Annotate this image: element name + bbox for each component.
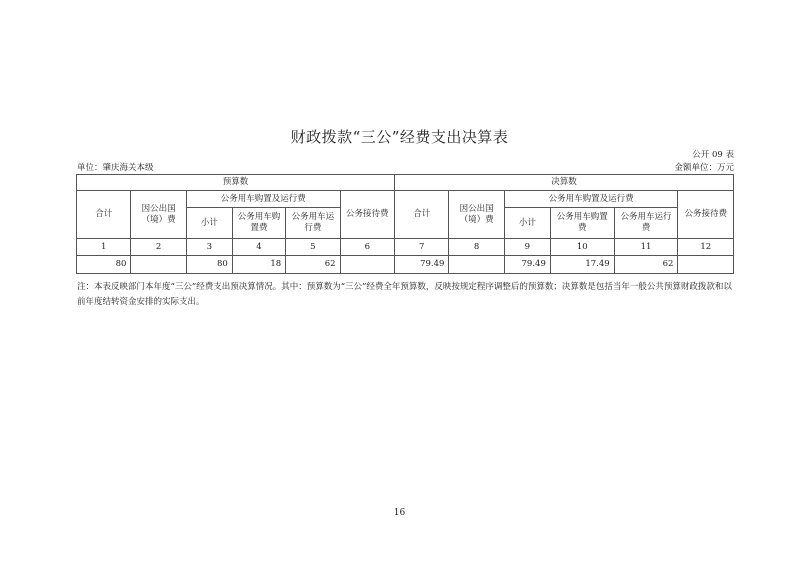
budget-reception-header: 公务接待费 bbox=[340, 191, 394, 239]
final-vehicle-group-header: 公务用车购置及运行费 bbox=[504, 191, 678, 208]
column-number: 10 bbox=[550, 239, 614, 256]
header-row-top bbox=[77, 175, 734, 191]
value-row bbox=[77, 256, 734, 274]
budget-reception-value bbox=[340, 256, 394, 274]
final-vehicle-run-value: 62 bbox=[614, 256, 678, 274]
column-number: 1 bbox=[77, 239, 131, 256]
three-public-expense-table bbox=[76, 174, 734, 274]
budget-header: 预算数 bbox=[77, 175, 395, 191]
budget-vehicle-purchase-header: 公务用车购置费 bbox=[232, 208, 285, 239]
page-title: 财政拨款“三公”经费支出决算表 bbox=[290, 128, 509, 146]
amount-unit: 金额单位：万元 bbox=[674, 163, 734, 173]
final-subtotal-value: 79.49 bbox=[504, 256, 550, 274]
final-vehicle-purchase-header: 公务用车购置费 bbox=[550, 208, 614, 239]
column-number: 5 bbox=[286, 239, 340, 256]
column-number: 2 bbox=[131, 239, 186, 256]
budget-abroad-value bbox=[131, 256, 186, 274]
final-reception-value bbox=[678, 256, 734, 274]
page-number: 16 bbox=[393, 508, 406, 518]
final-abroad-header: 因公出国（境）费 bbox=[449, 191, 504, 239]
column-number: 8 bbox=[449, 239, 504, 256]
budget-subtotal-value: 80 bbox=[186, 256, 232, 274]
final-reception-header: 公务接待费 bbox=[678, 191, 734, 239]
budget-abroad-header: 因公出国（境）费 bbox=[131, 191, 186, 239]
column-number: 12 bbox=[678, 239, 734, 256]
table-note: 注：本表反映部门本年度“三公”经费支出预决算情况。其中：预算数为“三公”经费全年预算数，反映按规定程序调整后的预算数；决算数是包括当年一般公共预算财政拨款和以前年度结转资金安排的实际支出。 bbox=[77, 282, 732, 307]
column-number: 3 bbox=[186, 239, 232, 256]
form-number: 公开 09 表 bbox=[692, 150, 734, 160]
column-number: 7 bbox=[395, 239, 449, 256]
budget-total-header: 合计 bbox=[77, 191, 131, 239]
final-subtotal-header: 小计 bbox=[504, 208, 550, 239]
column-number: 4 bbox=[232, 239, 285, 256]
column-number-row bbox=[77, 239, 734, 256]
budget-vehicle-purchase-value: 18 bbox=[232, 256, 285, 274]
final-vehicle-purchase-value: 17.49 bbox=[550, 256, 614, 274]
budget-vehicle-run-value: 62 bbox=[286, 256, 340, 274]
budget-vehicle-run-header: 公务用车运行费 bbox=[286, 208, 340, 239]
final-total-header: 合计 bbox=[395, 191, 449, 239]
final-vehicle-run-header: 公务用车运行费 bbox=[614, 208, 678, 239]
column-number: 11 bbox=[614, 239, 678, 256]
column-number: 9 bbox=[504, 239, 550, 256]
budget-vehicle-group-header: 公务用车购置及运行费 bbox=[186, 191, 340, 208]
final-abroad-value bbox=[449, 256, 504, 274]
budget-total-value: 80 bbox=[77, 256, 131, 274]
final-total-value: 79.49 bbox=[395, 256, 449, 274]
final-header: 决算数 bbox=[395, 175, 734, 191]
header-row-middle bbox=[77, 191, 734, 208]
column-number: 6 bbox=[340, 239, 394, 256]
unit-name: 单位：肇庆海关本级 bbox=[77, 163, 154, 173]
budget-subtotal-header: 小计 bbox=[186, 208, 232, 239]
